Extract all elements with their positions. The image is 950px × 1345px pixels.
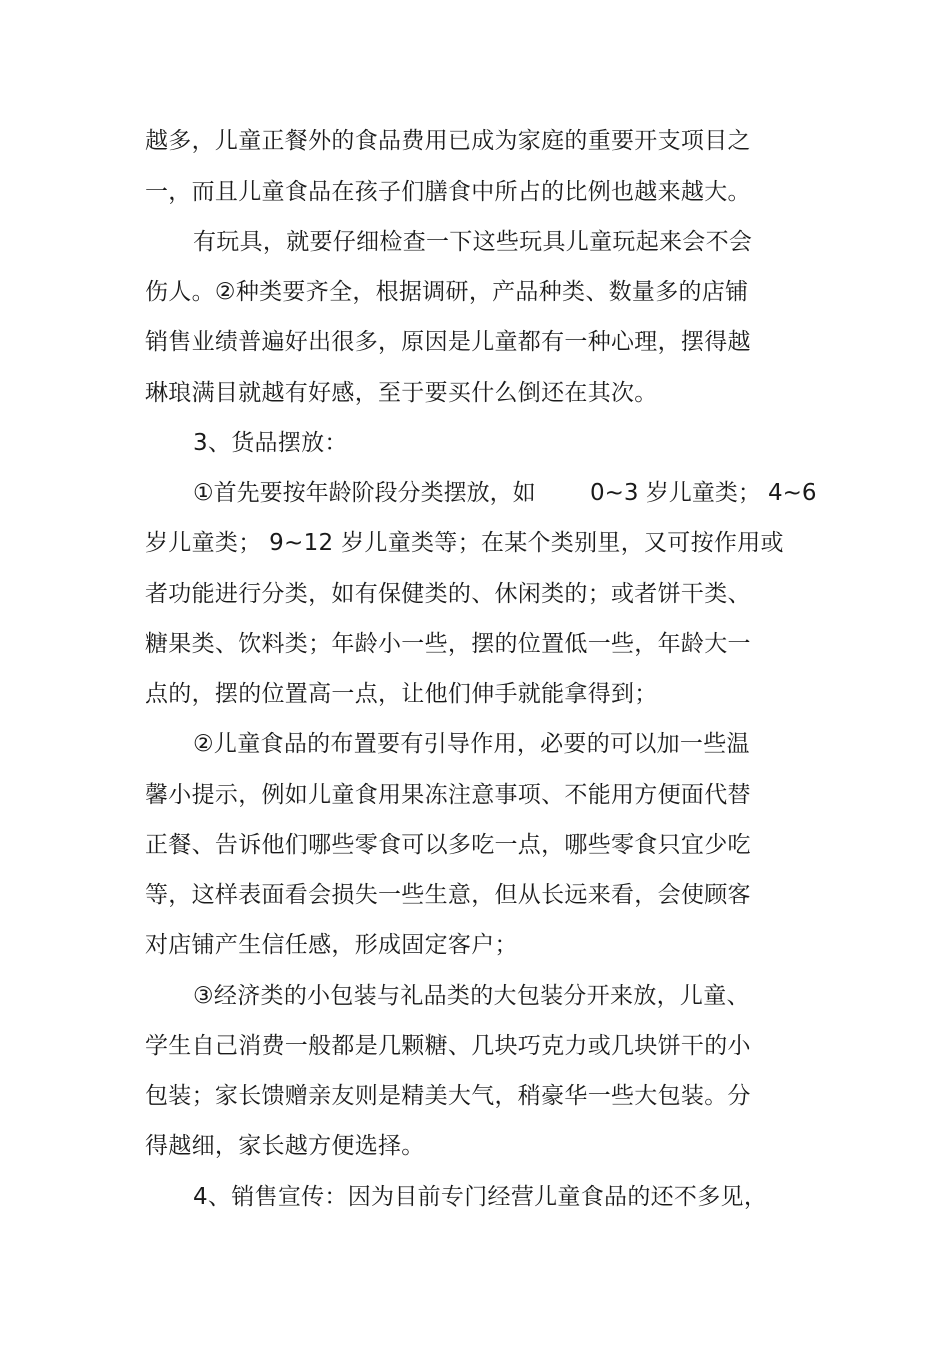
paragraph-line: ③经济类的小包装与礼品类的大包装分开来放，儿童、 xyxy=(193,983,750,1009)
age-group-text: 0~3 岁儿童类； xyxy=(590,480,761,506)
paragraph-line: 一，而且儿童食品在孩子们膳食中所占的比例也越来越大。 xyxy=(145,179,751,205)
paragraph-line: ②儿童食品的布置要有引导作用，必要的可以加一些温 xyxy=(193,731,750,757)
paragraph-line: 岁儿童类； 9~12 岁儿童类等；在某个类别里，又可按作用或 xyxy=(145,530,784,556)
paragraph-line: 者功能进行分类，如有保健类的、休闲类的；或者饼干类、 xyxy=(145,581,751,607)
paragraph-line: 得越细，家长越方便选择。 xyxy=(145,1133,425,1159)
paragraph-line: 伤人。②种类要齐全，根据调研，产品种类、数量多的店铺 xyxy=(145,279,749,305)
paragraph-line: 销售业绩普遍好出很多，原因是儿童都有一种心理，摆得越 xyxy=(145,329,751,355)
section-heading: 3、货品摆放： xyxy=(193,430,348,456)
age-group-text: 4~6 xyxy=(768,480,817,506)
paragraph-line: 等，这样表面看会损失一些生意，但从长远来看，会使顾客 xyxy=(145,882,751,908)
paragraph-line: 对店铺产生信任感，形成固定客户； xyxy=(145,932,518,958)
paragraph-line: ①首先要按年龄阶段分类摆放，如 xyxy=(193,480,536,506)
paragraph-line: 包装；家长馈赠亲友则是精美大气，稍豪华一些大包装。分 xyxy=(145,1083,751,1109)
paragraph-line: 糖果类、饮料类；年龄小一些，摆的位置低一些，年龄大一 xyxy=(145,631,751,657)
paragraph-line: 馨小提示，例如儿童食用果冻注意事项、不能用方便面代替 xyxy=(145,782,751,808)
section-heading: 4、销售宣传：因为目前专门经营儿童食品的还不多见， xyxy=(193,1184,768,1210)
paragraph-line: 有玩具，就要仔细检查一下这些玩具儿童玩起来会不会 xyxy=(193,229,753,255)
paragraph-line: 学生自己消费一般都是几颗糖、几块巧克力或几块饼干的小 xyxy=(145,1033,751,1059)
paragraph-line: 点的，摆的位置高一点，让他们伸手就能拿得到； xyxy=(145,681,658,707)
paragraph-line: 琳琅满目就越有好感，至于要买什么倒还在其次。 xyxy=(145,380,658,406)
paragraph-line: 正餐、告诉他们哪些零食可以多吃一点，哪些零食只宜少吃 xyxy=(145,832,751,858)
paragraph-line: 越多，儿童正餐外的食品费用已成为家庭的重要开支项目之 xyxy=(145,128,751,154)
